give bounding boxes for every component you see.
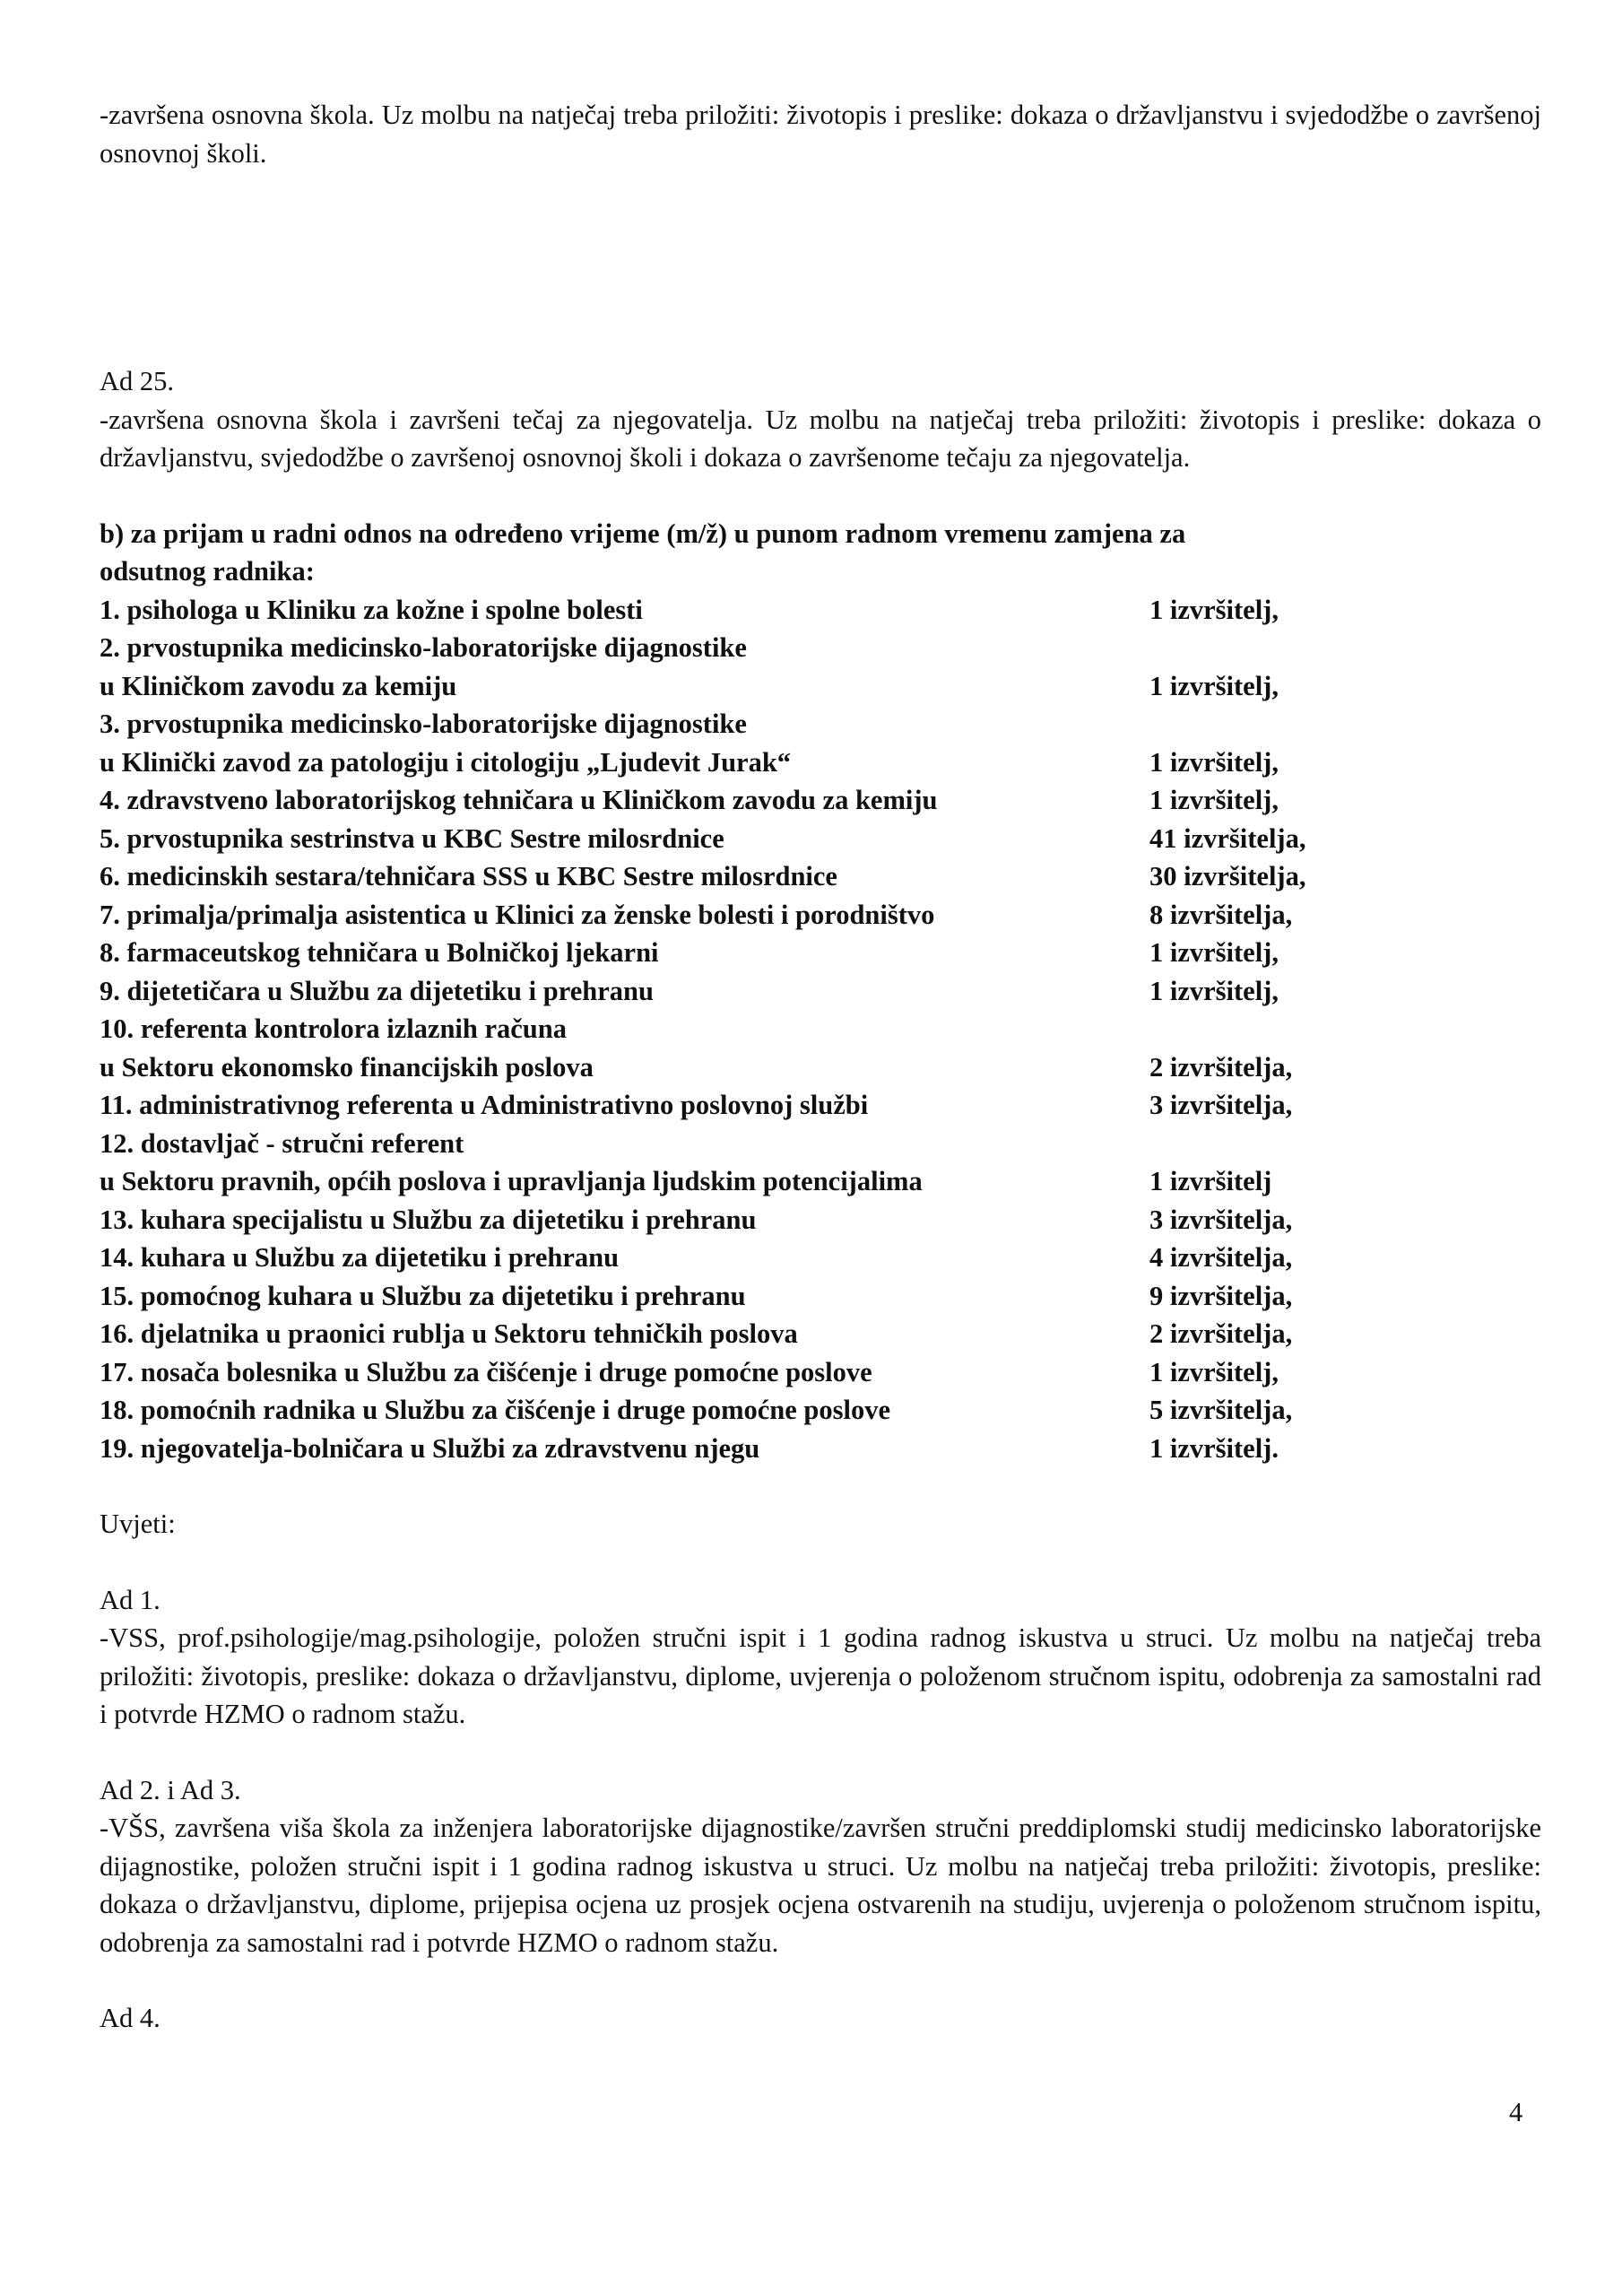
position-title: 2. prvostupnika medicinsko-laboratorijske dijagnostike — [100, 632, 747, 663]
ad25-text: -završena osnovna škola i završeni tečaj za njegovatelja. Uz molbu na natječaj treba priložiti: životopis i preslike: dokaza o državljanstvu, svjedodžbe o završenoj osnovnoj školi i dokaza o završenome tečaju za njegovatelja. — [100, 404, 1541, 473]
position-title: 5. prvostupnika sestrinstva u KBC Sestre milosrdnice — [100, 822, 724, 854]
position-count: 2 izvršitelja, — [1149, 1318, 1293, 1349]
position-title: 17. nosača bolesnika u Službu za čišćenje i druge pomoćne poslove — [100, 1356, 872, 1387]
position-list-item — [100, 972, 1541, 1011]
position-count: 1 izvršitelj, — [1149, 1356, 1279, 1387]
page-number: 4 — [1509, 2097, 1523, 2127]
position-list-item — [100, 1430, 1541, 1468]
position-count: 30 izvršitelja, — [1149, 861, 1306, 891]
ad2-3-text: -VŠS, završena viša škola za inženjera laboratorijske dijagnostike/završen stručni preddiplomski studij medicinsko laboratorijske dijagnostike, položen stručni ispit i 1 godina radnog iskustva u struci. Uz molbu na natječaj treba priložiti: životopis, preslike: dokaza o državljanstvu, diplome, prijepisa ocjena uz prosjek ocjena ostvarenih na studiju, uvjerenja o položenom stručnom ispitu, odobrenja za samostalni rad i potvrde HZMO o radnom stažu. — [100, 1813, 1541, 1958]
position-list-item — [100, 1353, 1541, 1392]
document-page — [100, 96, 1541, 2038]
position-list — [100, 591, 1541, 1468]
position-list-item — [100, 1239, 1541, 1277]
position-list-item — [100, 1125, 1541, 1163]
position-title: 11. administrativnog referenta u Administrativno poslovnoj službi — [100, 1090, 869, 1120]
position-count: 4 izvršitelja, — [1149, 1242, 1293, 1273]
position-title: 4. zdravstveno laboratorijskog tehničara u Kliničkom zavodu za kemiju — [100, 785, 938, 815]
ad1-heading: Ad 1. — [100, 1584, 160, 1615]
position-count: 1 izvršitelj, — [1149, 785, 1279, 815]
position-count: 1 izvršitelj, — [1149, 670, 1279, 701]
position-count: 1 izvršitelj, — [1149, 594, 1279, 625]
conditions-label: Uvjeti: — [100, 1509, 176, 1539]
position-count: 2 izvršitelja, — [1149, 1051, 1293, 1083]
position-title: 6. medicinskih sestara/tehničara SSS u KBC Sestre milosrdnice — [100, 861, 837, 891]
position-title: u Sektoru pravnih, općih poslova i upravljanja ljudskim potencijalima — [100, 1166, 923, 1196]
position-count: 3 izvršitelja, — [1149, 1204, 1293, 1235]
position-list-item — [100, 1277, 1541, 1316]
section-b-title-line1: b) za prijam u radni odnos na određeno vrijeme (m/ž) u punom radnom vremenu zamjena za — [100, 517, 1186, 549]
position-count: 1 izvršitelj, — [1149, 937, 1279, 968]
position-title: 15. pomoćnog kuhara u Službu za dijetetiku i prehranu — [100, 1280, 746, 1311]
position-title: 19. njegovatelja-bolničara u Službi za zdravstvenu njegu — [100, 1432, 760, 1464]
position-title: 13. kuhara specijalistu u Službu za dijetetiku i prehranu — [100, 1204, 757, 1235]
position-title: 10. referenta kontrolora izlaznih računa — [100, 1013, 567, 1044]
position-list-item — [100, 629, 1541, 667]
position-title: 3. prvostupnika medicinsko-laboratorijske dijagnostike — [100, 709, 747, 739]
ad1-text: -VSS, prof.psihologije/mag.psihologije, položen stručni ispit i 1 godina radnog iskustva u struci. Uz molbu na natječaj treba priložiti: životopis, preslike: dokaza o državljanstvu, diplome, uvjerenja o položenom stručnom ispitu, odobrenja za samostalni rad i potvrde HZMO o radnom stažu. — [100, 1622, 1541, 1729]
position-list-item — [100, 1201, 1541, 1239]
position-list-item — [100, 744, 1541, 782]
position-title: 14. kuhara u Službu za dijetetiku i prehranu — [100, 1242, 620, 1273]
position-list-item — [100, 1086, 1541, 1125]
position-title: u Kliničkom zavodu za kemiju — [100, 670, 457, 701]
position-title: 8. farmaceutskog tehničara u Bolničkoj ljekarni — [100, 937, 659, 968]
position-count: 41 izvršitelja, — [1149, 822, 1306, 854]
position-count: 5 izvršitelja, — [1149, 1395, 1293, 1425]
position-title: 18. pomoćnih radnika u Službu za čišćenje i druge pomoćne poslove — [100, 1395, 891, 1425]
position-count: 1 izvršitelj. — [1149, 1432, 1279, 1464]
position-count: 1 izvršitelj, — [1149, 746, 1279, 778]
ad25-heading: Ad 25. — [100, 366, 175, 396]
position-title: 1. psihologa u Kliniku za kožne i spolne bolesti — [100, 594, 643, 625]
position-title: u Klinički zavod za patologiju i citologiju „Ljudevit Jurak“ — [100, 746, 792, 778]
position-list-item — [100, 1048, 1541, 1087]
position-count: 1 izvršitelj — [1149, 1166, 1272, 1196]
position-list-item — [100, 857, 1541, 896]
position-title: u Sektoru ekonomsko financijskih poslova — [100, 1051, 594, 1083]
position-list-item — [100, 705, 1541, 744]
section-b-title-line2: odsutnog radnika: — [100, 556, 315, 587]
ad2-3-heading: Ad 2. i Ad 3. — [100, 1774, 241, 1805]
position-list-item — [100, 1391, 1541, 1430]
position-list-item — [100, 1162, 1541, 1201]
position-list-item — [100, 820, 1541, 858]
position-list-item — [100, 1315, 1541, 1353]
position-count: 9 izvršitelja, — [1149, 1280, 1293, 1311]
position-count: 1 izvršitelj, — [1149, 975, 1279, 1006]
position-title: 7. primalja/primalja asistentica u Klinici za ženske bolesti i porodništvo — [100, 899, 935, 930]
position-list-item — [100, 781, 1541, 820]
position-list-item — [100, 934, 1541, 972]
position-list-item — [100, 591, 1541, 630]
position-title: 16. djelatnika u praonici rublja u Sektoru tehničkih poslova — [100, 1318, 798, 1349]
position-title: 12. dostavljač - stručni referent — [100, 1127, 464, 1159]
position-count: 8 izvršitelja, — [1149, 899, 1293, 930]
position-list-item — [100, 1010, 1541, 1048]
position-count: 3 izvršitelja, — [1149, 1090, 1293, 1120]
intro-paragraph: -završena osnovna škola. Uz molbu na natječaj treba priložiti: životopis i preslike: dokaza o državljanstvu i svjedodžbe o završenoj osnovnoj školi. — [100, 100, 1541, 169]
position-title: 9. dijetetičara u Službu za dijetetiku i prehranu — [100, 975, 654, 1006]
position-list-item — [100, 667, 1541, 706]
position-list-item — [100, 896, 1541, 935]
ad4-heading: Ad 4. — [100, 2003, 160, 2033]
